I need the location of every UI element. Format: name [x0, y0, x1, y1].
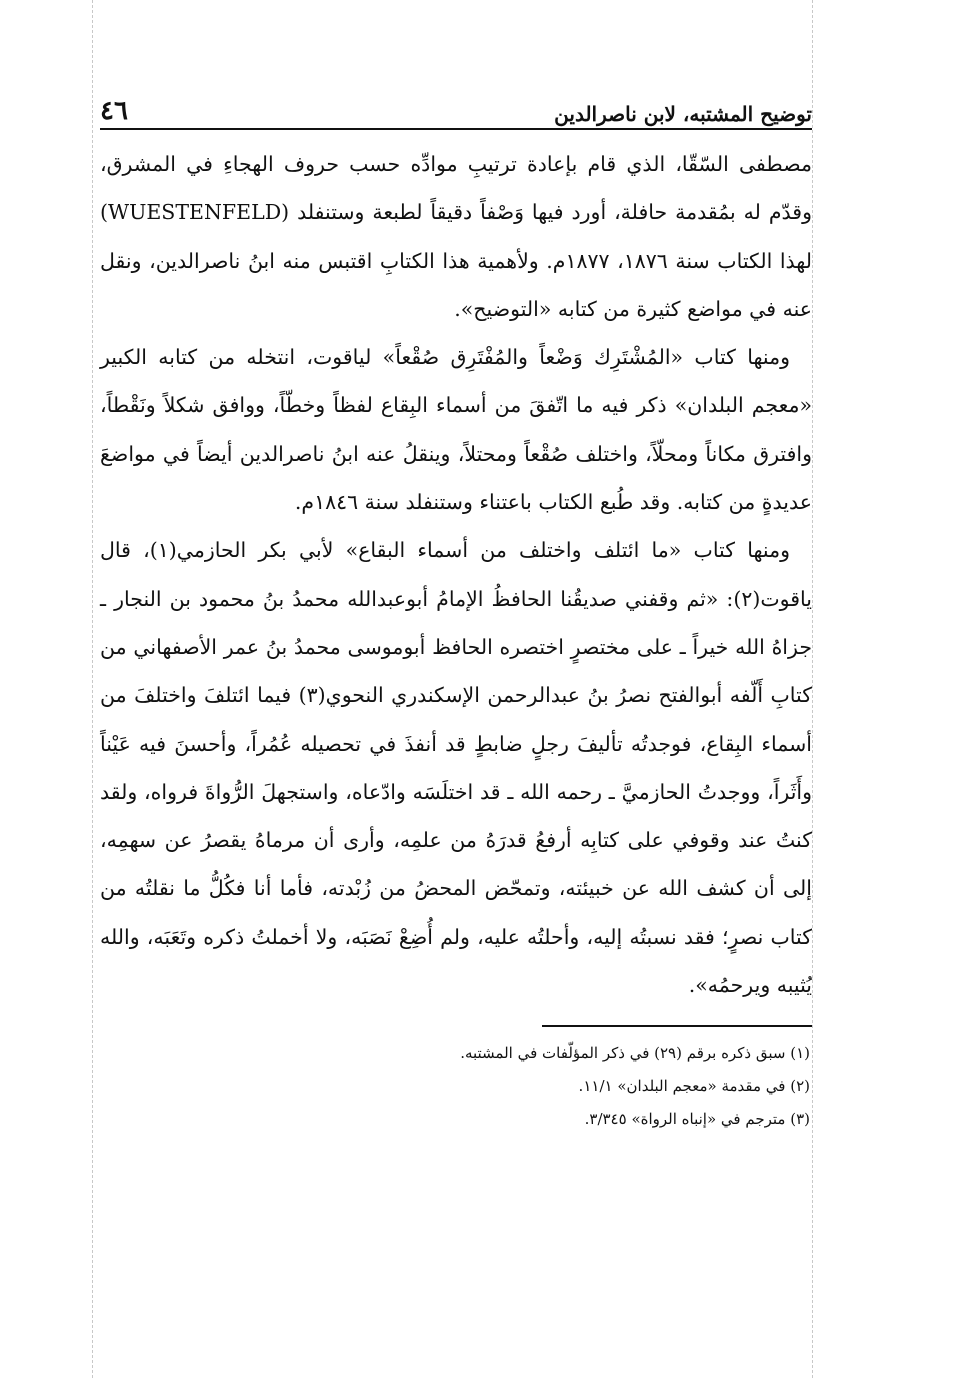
footnote: (٣) مترجم في «إنباه الرواة» ٣/٣٤٥. [584, 1110, 810, 1129]
paragraph: مصطفى السّقّا، الذي قام بإعادة ترتيبِ موادِّه حسب حروف الهجاءِ في المشرق، وقدّم له بمُقدمة حافلة، أورد فيها وَصْفاً دقيقاً لطبعة وستنفلد (WUESTENFELD) لهذا الكتاب سنة ١٨٧٦، ١٨٧٧م. ولأهمية هذا الكتابِ اقتبس منه ابنُ ناصرالدين، ونقل عنه في مواضع كثيرة من كتابه «التوضيح». [100, 152, 812, 321]
paragraph: ومنها كتاب «ما ائتلف واختلف من أسماء البقاع» لأبي بكر الحازمي(١)، قال ياقوت(٢): «ثم وقفني صديقُنا الحافظُ الإمامُ أبوعبدالله محمدُ بنُ محمود بن النجار ـ جزاهُ الله خيراً ـ على مختصرٍ اختصره الحافظ أبوموسى محمدُ بنُ عمر الأصفهاني من كتابِ أَلّفه أبوالفتح نصرُ بنُ عبدالرحمن الإسكندري النحوي(٣) فيما ائتلفَ واختلفَ من أسماء البِقاع، فوجدتُه تأليفَ رجلٍ ضابطٍ قد أنفذَ في تحصيله عُمُراً، وأحسنَ فيه عَيْناً وأَثَراً، ووجدتُ الحازميَّ ـ رحمه الله ـ قد اختلَسَه وادّعاه، واستجهلَ الرُّواةَ فرواه، ولقد كنتُ عند وقوفي على كتابِه أرفعُ قدرَهُ من علمِه، وأرى أن مرماهُ يقصرُ عن سهمِه، إلى أن كشف الله عن خبيئته، وتمحّض المحضُ من زُبْدته، فأما أنا فكُلُّ ما نقلتُه من كتاب نصرٍ؛ فقد نسبتُه إليه، وأحلتُه عليه، ولم أُضِعْ نَصَبَه، ولا أخملتُ ذكره وتَعَبَه، والله يُثيبه ويرحمُه». [100, 538, 812, 998]
running-title: توضيح المشتبه، لابن ناصرالدين [554, 102, 812, 126]
body-text [100, 140, 812, 1009]
running-header [100, 88, 812, 130]
scan-margin-line-right [812, 0, 813, 1378]
footnote: (٢) في مقدمة «معجم البلدان» ١١/١. [578, 1077, 810, 1096]
book-page [100, 88, 812, 1136]
page-number: ٤٦ [100, 96, 128, 126]
footnote: (١) سبق ذكره برقم (٢٩) في ذكر المؤلّفات في المشتبه. [460, 1044, 810, 1063]
footnote-separator [542, 1025, 812, 1027]
footnotes [100, 1037, 812, 1136]
paragraph: ومنها كتاب «المُشْتَرِك وَضْعاً والمُفْتَرِق صُقْعاً» لياقوت، انتخله من كتابه الكبير «معجم البلدان» ذكر فيه ما اتّفقَ من أسماء البِقاع لفظاً وخطّاً، ووافق شكلاً ونَقْطاً، وافترق مكاناً ومحلّاً، واختلف صُقْعاً ومحتلاً، وينقلُ عنه ابنُ ناصرالدين أيضاً في مواضعَ عديدةٍ من كتابه. وقد طُبع الكتاب باعتناء وستنفلد سنة ١٨٤٦م. [100, 345, 812, 515]
scan-margin-line-left [92, 0, 93, 1378]
